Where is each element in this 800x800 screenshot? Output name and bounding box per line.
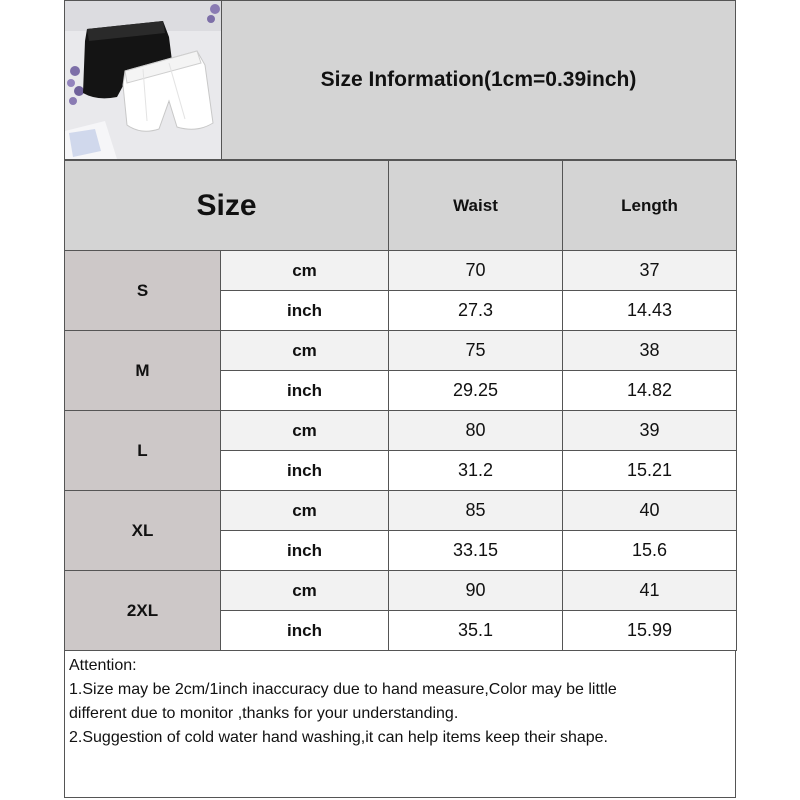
unit-label: cm <box>221 411 389 451</box>
length-value: 40 <box>563 491 737 531</box>
length-value: 14.43 <box>563 291 737 331</box>
waist-value: 31.2 <box>389 451 563 491</box>
waist-value: 75 <box>389 331 563 371</box>
waist-value: 33.15 <box>389 531 563 571</box>
header-title: Size Information(1cm=0.39inch) <box>320 68 637 91</box>
unit-label: cm <box>221 331 389 371</box>
unit-label: inch <box>221 291 389 331</box>
waist-value: 85 <box>389 491 563 531</box>
unit-label: inch <box>221 611 389 651</box>
waist-value: 29.25 <box>389 371 563 411</box>
unit-label: cm <box>221 571 389 611</box>
waist-value: 35.1 <box>389 611 563 651</box>
table-row <box>65 491 737 531</box>
waist-value: 90 <box>389 571 563 611</box>
note-line: 1.Size may be 2cm/1inch inaccuracy due to hand measure,Color may be little <box>69 681 617 698</box>
size-label: L <box>65 411 221 491</box>
waist-value: 80 <box>389 411 563 451</box>
table-row <box>65 411 737 451</box>
size-label: S <box>65 251 221 331</box>
size-header: Size <box>65 161 389 251</box>
size-table <box>64 160 737 651</box>
size-label: XL <box>65 491 221 571</box>
shorts-photo-icon <box>65 1 221 159</box>
length-value: 15.6 <box>563 531 737 571</box>
table-row <box>65 331 737 371</box>
unit-label: inch <box>221 451 389 491</box>
unit-label: inch <box>221 531 389 571</box>
length-value: 37 <box>563 251 737 291</box>
unit-label: cm <box>221 251 389 291</box>
note-line: different due to monitor ,thanks for your understanding. <box>69 705 459 722</box>
unit-label: cm <box>221 491 389 531</box>
length-value: 39 <box>563 411 737 451</box>
attention-heading: Attention: <box>69 657 137 674</box>
length-header: Length <box>563 161 737 251</box>
waist-value: 27.3 <box>389 291 563 331</box>
size-label: M <box>65 331 221 411</box>
length-value: 38 <box>563 331 737 371</box>
waist-value: 70 <box>389 251 563 291</box>
table-row <box>65 251 737 291</box>
header <box>64 0 736 160</box>
unit-label: inch <box>221 371 389 411</box>
table-row <box>65 571 737 611</box>
attention-notes <box>64 650 736 798</box>
waist-header: Waist <box>389 161 563 251</box>
length-value: 15.99 <box>563 611 737 651</box>
length-value: 14.82 <box>563 371 737 411</box>
note-line: 2.Suggestion of cold water hand washing,it can help items keep their shape. <box>69 729 608 746</box>
size-label: 2XL <box>65 571 221 651</box>
table-header-row <box>65 161 737 251</box>
length-value: 41 <box>563 571 737 611</box>
product-photo <box>65 1 222 159</box>
length-value: 15.21 <box>563 451 737 491</box>
